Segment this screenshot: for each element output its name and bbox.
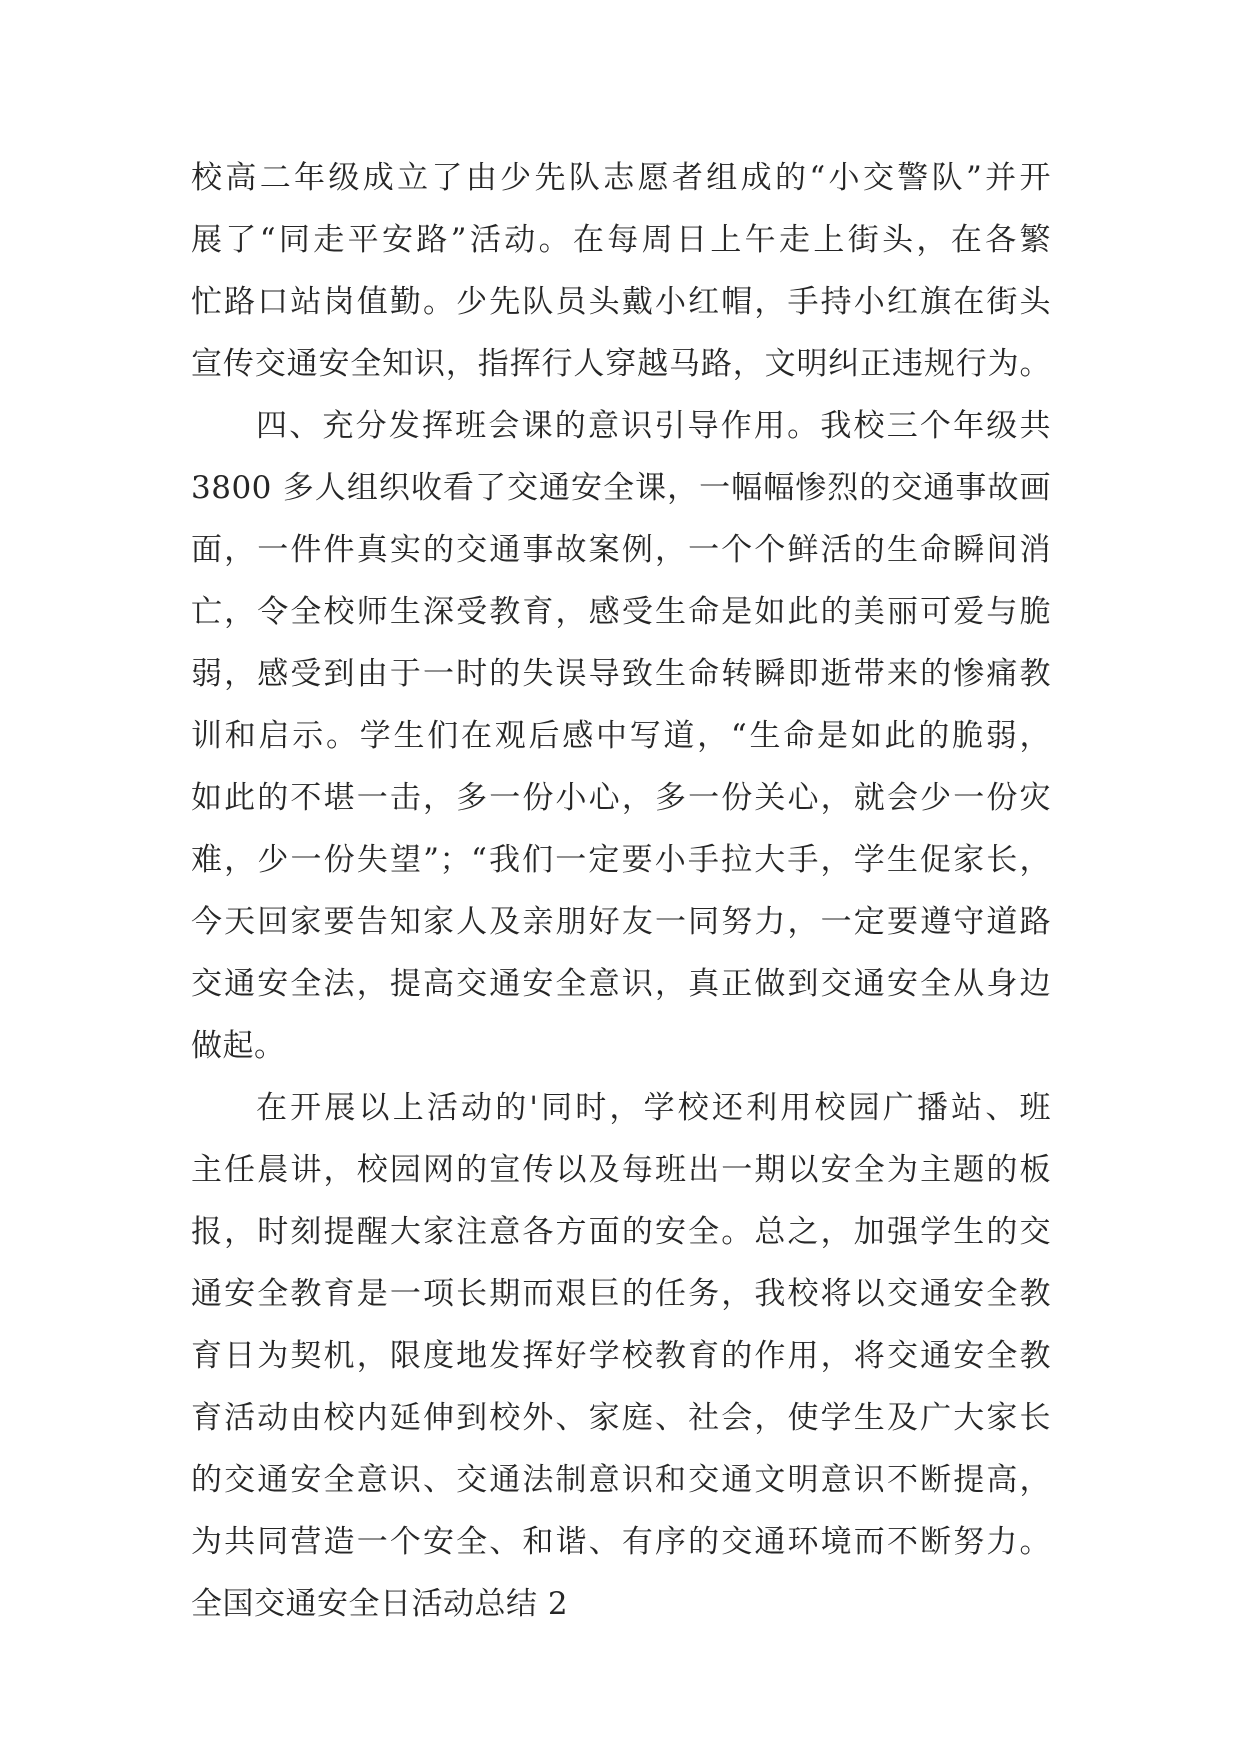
text-line: 交通安全法，提高交通安全意识，真正做到交通安全从身边 <box>191 966 1051 1002</box>
text-line: 宣传交通安全知识，指挥行人穿越马路，文明纠正违规行为。 <box>191 346 1051 382</box>
text-line: 忙路口站岗值勤。少先队员头戴小红帽，手持小红旗在街头 <box>191 284 1051 320</box>
text-line: 为共同营造一个安全、和谐、有序的交通环境而不断努力。 <box>191 1524 1051 1560</box>
text-line: 如此的不堪一击，多一份小心，多一份关心，就会少一份灾 <box>191 780 1051 816</box>
text-line: 在开展以上活动的'同时，学校还利用校园广播站、班 <box>256 1090 1051 1126</box>
text-line: 主任晨讲，校园网的宣传以及每班出一期以安全为主题的板 <box>191 1152 1051 1188</box>
text-line: 育活动由校内延伸到校外、家庭、社会，使学生及广大家长 <box>191 1400 1051 1436</box>
text-line: 育日为契机，限度地发挥好学校教育的作用，将交通安全教 <box>191 1338 1051 1374</box>
text-line: 亡，令全校师生深受教育，感受生命是如此的美丽可爱与脆 <box>191 594 1051 630</box>
text-line: 做起。 <box>191 1028 286 1064</box>
text-line: 四、充分发挥班会课的意识引导作用。我校三个年级共 <box>256 408 1051 444</box>
text-line: 训和启示。学生们在观后感中写道，“生命是如此的脆弱， <box>191 718 1051 754</box>
text-line: 面，一件件真实的交通事故案例，一个个鲜活的生命瞬间消 <box>191 532 1051 568</box>
text-line: 展了“同走平安路”活动。在每周日上午走上街头，在各繁 <box>191 222 1051 258</box>
text-line: 3800 多人组织收看了交通安全课，一幅幅惨烈的交通事故画 <box>191 470 1051 506</box>
text-line: 校高二年级成立了由少先队志愿者组成的“小交警队”并开 <box>191 160 1051 196</box>
text-line: 弱，感受到由于一时的失误导致生命转瞬即逝带来的惨痛教 <box>191 656 1051 692</box>
text-line: 今天回家要告知家人及亲朋好友一同努力，一定要遵守道路 <box>191 904 1051 940</box>
section-heading: 全国交通安全日活动总结 2 <box>191 1586 569 1622</box>
text-line: 难，少一份失望”；“我们一定要小手拉大手，学生促家长， <box>191 842 1051 878</box>
text-line: 的交通安全意识、交通法制意识和交通文明意识不断提高， <box>191 1462 1051 1498</box>
text-line: 通安全教育是一项长期而艰巨的任务，我校将以交通安全教 <box>191 1276 1051 1312</box>
text-line: 报，时刻提醒大家注意各方面的安全。总之，加强学生的交 <box>191 1214 1051 1250</box>
